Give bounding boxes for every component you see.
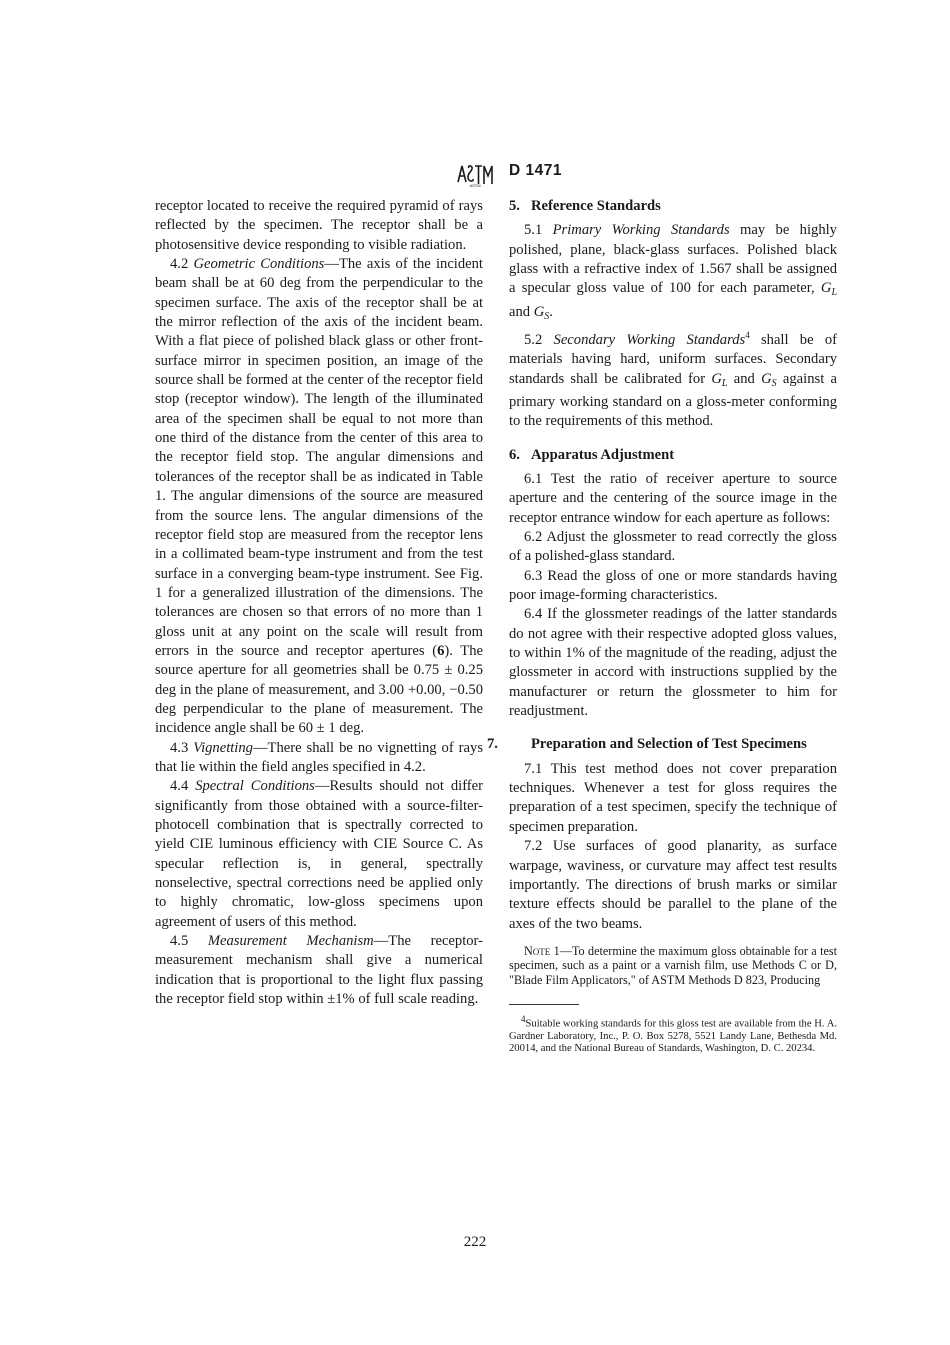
paragraph-4-1-continued: receptor located to receive the required pyramid of rays reflected by the specimen. The receptor shall be a photosensitive device responding to visible radiation. [155, 198, 483, 253]
document-number: D 1471 [509, 162, 562, 179]
paragraph-4-4: 4.4 Spectral Conditions—Results should not differ significantly from those obtained with a source-filter-photocell combination that is spectrally corrected to yield CIE luminous efficiency with CIE Source C. As specular reflection is, in general, spectrally nonselective, spectral corrections need be applied only to highly chromatic, low-gloss specimens upon agreement of users of this method. [155, 778, 483, 930]
section-5-heading: 5. Reference Standards [509, 198, 661, 214]
paragraph-6-4: 6.4 If the glossmeter readings of the latter standards do not agree with their respective adopted gloss values, to within 1% of the magnitude of the reading, adjust the glossmeter in accord with instructions supplied by the manufacturer or return the glossmeter to him for readjustment. [509, 606, 837, 720]
paragraph-7-1: 7.1 This test method does not cover preparation techniques. Whenever a test for gloss requires the preparation of a test specimen, specify the technique of specimen preparation. [509, 760, 837, 835]
paragraph-5-2: 5.2 Secondary Working Standards$^4$ shall be of materials having hard, uniform surfaces. Secondary standards shall be calibrated for $G_L$ and $G_S$ against a primary working standard on a gloss-meter conforming to the requirements of this method. [509, 330, 837, 430]
paragraph-7-2: 7.2 Use surfaces of good planarity, as surface warpage, waviness, or curvature may affect test results importantly. The directions of brush marks or similar texture effects should be parallel to the plane of the axes of the two beams. [509, 838, 837, 932]
note-1: Note 1—To determine the maximum gloss obtainable for a test specimen, such as a paint or a varnish film, use Methods C or D, "Blade Film Applicators," of ASTM Methods D 823, Producing [509, 943, 837, 988]
left-column [155, 197, 483, 1009]
paragraph-6-1: 6.1 Test the ratio of receiver aperture to source aperture and the centering of the source image in the receptor entrance window for each aperture as follows: [509, 470, 837, 526]
paragraph-4-2: 4.2 Geometric Conditions—The axis of the incident beam shall be at 60 deg from the perpendicular to the specimen surface. The axis of the receptor shall be at the mirror reflection of the axis of the incident beam. With a flat piece of polished black glass or other front-surface mirror in specimen position, an image of the source shall be formed at the center of the receptor field stop (receptor window). The length of the illuminated area of the specimen shall be equal to not more than one third of the distance from the center of this area to the receptor field stop. The angular dimensions and tolerances of the receptor shall be as indicated in Table 1. The angular dimensions of the source are measured from the source lens. The angular dimensions of the receptor field stop are measured from the receptor lens in a collimated beam-type instrument and from the test surface in a converging beam-type instrument. See Fig. 1 for a generalized illustration of the dimensions. The tolerances are chosen so that errors of no more than 1 gloss unit at any point on the scale will result from errors in the source and receptor apertures (6). The source aperture for all geometries shall be 0.75 ± 0.25 deg in the plane of measurement, and 3.00 +0.00, −0.50 deg perpendicular to the plane of measurement. The incidence angle shall be 60 ± 1 deg. [155, 256, 483, 737]
section-6-heading: 6. Apparatus Adjustment [509, 446, 675, 463]
astm-logo-icon [456, 162, 494, 193]
footnote-4: $^4$Suitable working standards for this gloss test are available from the H. A. Gardner Laboratory, Inc., P. O. Box 5278, 5521 Landy Lane, Bethesda Md. 20014, and the National Bureau of Standards, Washington, D. C. 20234. [509, 1013, 837, 1055]
page-number: 222 [463, 1234, 487, 1250]
paragraph-4-3: 4.3 Vignetting—There shall be no vignetting of rays that lie within the field angles specified in 4.2. [155, 739, 483, 775]
right-column [487, 197, 837, 1056]
svg-text:ASTM: ASTM [469, 183, 481, 188]
footnote-divider [509, 1004, 579, 1005]
page-header [0, 160, 950, 190]
paragraph-6-3: 6.3 Read the gloss of one or more standards having poor image-forming characteristics. [509, 567, 837, 604]
paragraph-4-5: 4.5 Measurement Mechanism—The receptor-measurement mechanism shall give a numerical indication that is proportional to the light flux passing the receptor field stop within ±1% of full scale reading. [155, 933, 483, 1008]
geometric-conditions-title: Geometric Conditions [193, 256, 325, 273]
section-7-heading: 7. Preparation and Selection of Test Specimens [487, 736, 807, 753]
paragraph-5-1: 5.1 Primary Working Standards may be highly polished, plane, black-glass surfaces. Polished black glass with a refractive index of 1.567 shall be assigned a specular gloss value of 100 for each parameter, $G_L$ and $G_S$. [509, 222, 837, 322]
reference-6: 6 [437, 642, 445, 659]
paragraph-6-2: 6.2 Adjust the glossmeter to read correctly the gloss of a polished-glass standard. [509, 529, 837, 565]
